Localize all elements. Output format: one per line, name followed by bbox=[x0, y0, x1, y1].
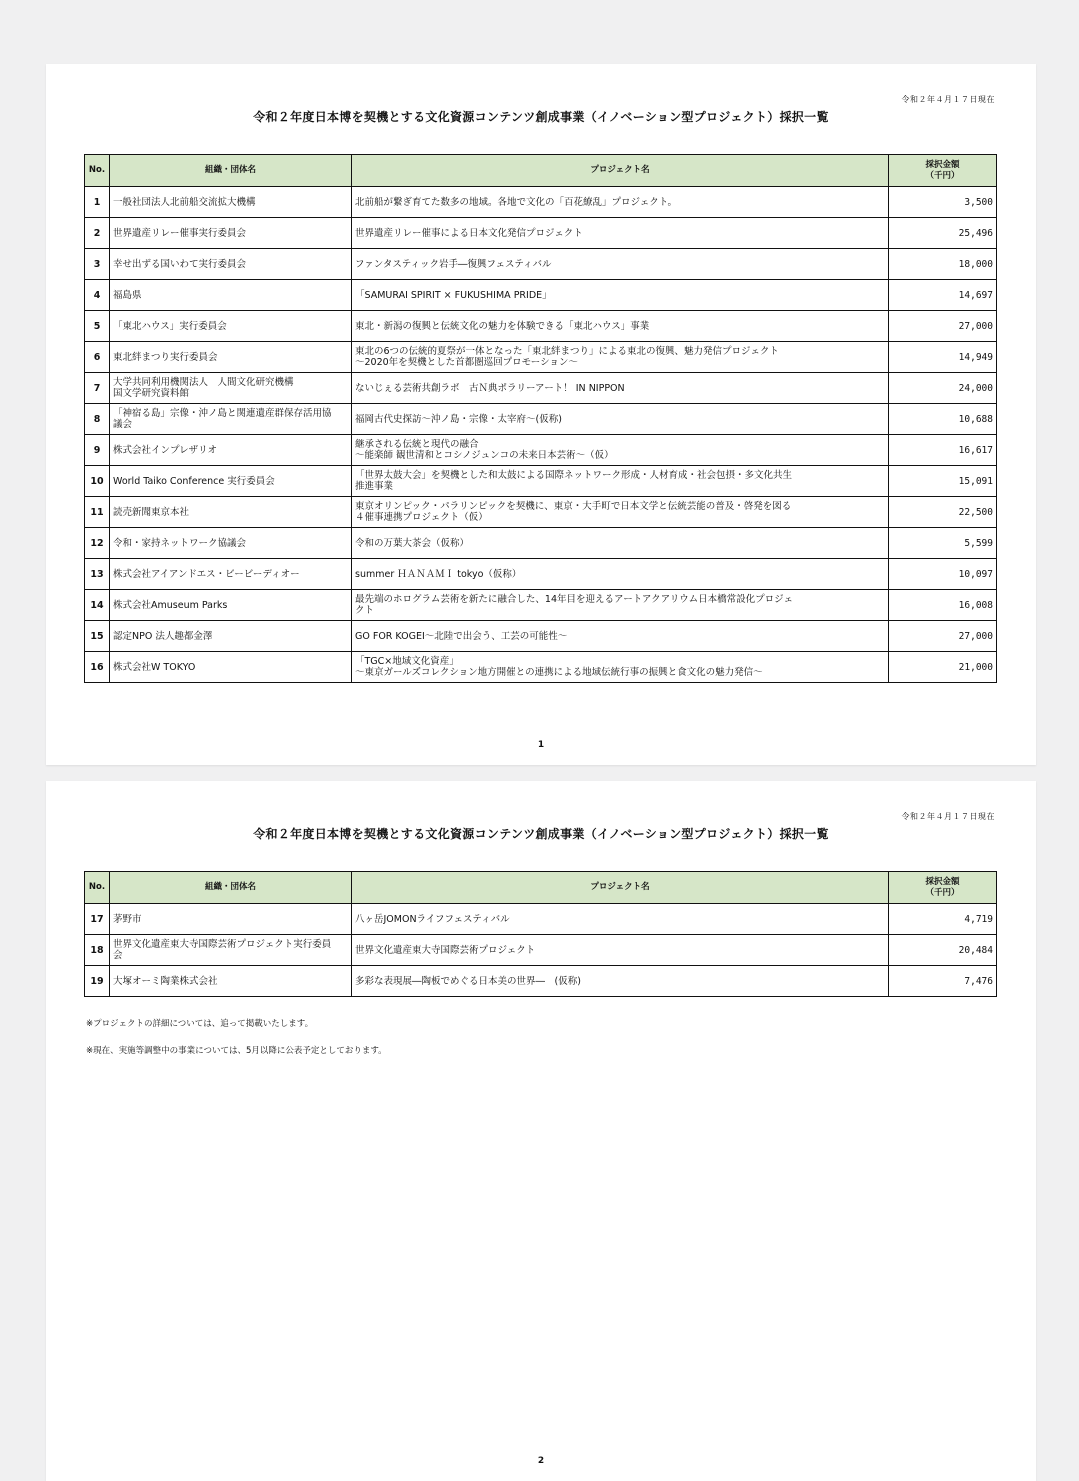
row-no: 4 bbox=[85, 280, 110, 311]
row-project: ないじぇる芸術共創ラボ 古Ｎ典ポラリーアート！ IN NIPPON bbox=[352, 373, 889, 404]
page-number: 2 bbox=[537, 1456, 545, 1466]
row-amount: 21,000 bbox=[889, 652, 997, 683]
row-project-line: クト bbox=[355, 605, 375, 616]
row-project bbox=[352, 497, 889, 528]
row-organization: 福島県 bbox=[110, 280, 352, 311]
row-amount: 14,697 bbox=[889, 280, 997, 311]
table-header-row bbox=[85, 872, 997, 904]
header-no: No. bbox=[85, 155, 110, 187]
row-project-line: 「TGC×地域文化資産」 bbox=[355, 656, 459, 667]
header-organization: 組織・団体名 bbox=[110, 155, 352, 187]
header-amount bbox=[889, 872, 997, 904]
table-row bbox=[85, 249, 997, 280]
table-row bbox=[85, 342, 997, 373]
row-organization-line: 世界文化遺産東大寺国際芸術プロジェクト実行委員 bbox=[113, 939, 332, 950]
row-organization: 令和・家持ネットワーク協議会 bbox=[110, 528, 352, 559]
document-page-1 bbox=[46, 64, 1036, 765]
row-project: 東北・新潟の復興と伝統文化の魅力を体験できる「東北ハウス」事業 bbox=[352, 311, 889, 342]
table-row bbox=[85, 559, 997, 590]
row-organization bbox=[110, 404, 352, 435]
row-no: 6 bbox=[85, 342, 110, 373]
row-amount: 24,000 bbox=[889, 373, 997, 404]
table-row bbox=[85, 528, 997, 559]
row-project-line: ４催事連携プロジェクト（仮） bbox=[355, 512, 488, 523]
row-organization: 株式会社W TOKYO bbox=[110, 652, 352, 683]
row-organization: 株式会社アイアンドエス・ビービーディオー bbox=[110, 559, 352, 590]
row-no: 17 bbox=[85, 904, 110, 935]
footnote: ※現在、実施等調整中の事業については、5月以降に公表予定としております。 bbox=[86, 1046, 387, 1056]
row-amount: 14,949 bbox=[889, 342, 997, 373]
table-row bbox=[85, 373, 997, 404]
row-amount: 18,000 bbox=[889, 249, 997, 280]
row-no: 15 bbox=[85, 621, 110, 652]
row-organization: World Taiko Conference 実行委員会 bbox=[110, 466, 352, 497]
header-amount-label: 採択金額 bbox=[925, 876, 960, 887]
header-amount-label: 採択金額 bbox=[925, 159, 960, 170]
row-project-line: ～東京ガールズコレクション地方開催との連携による地域伝統行事の振興と食文化の魅力発信～ bbox=[355, 667, 763, 678]
row-no: 3 bbox=[85, 249, 110, 280]
row-project: 八ヶ岳JOMONライフフェスティバル bbox=[352, 904, 889, 935]
footnotes bbox=[86, 1011, 387, 1065]
row-project bbox=[352, 652, 889, 683]
table-row bbox=[85, 590, 997, 621]
row-no: 12 bbox=[85, 528, 110, 559]
selection-table bbox=[84, 871, 997, 997]
row-no: 8 bbox=[85, 404, 110, 435]
row-amount: 16,617 bbox=[889, 435, 997, 466]
table-row bbox=[85, 435, 997, 466]
row-project: 多彩な表現展―陶板でめぐる日本美の世界― (仮称) bbox=[352, 966, 889, 997]
page-number: 1 bbox=[537, 740, 545, 750]
row-project-line: ～能楽師 観世清和とコシノジュンコの未来日本芸術～（仮） bbox=[355, 450, 614, 461]
table-row bbox=[85, 621, 997, 652]
header-amount-unit: （千円） bbox=[925, 887, 960, 898]
row-no: 1 bbox=[85, 187, 110, 218]
row-no: 7 bbox=[85, 373, 110, 404]
row-organization-line: 会 bbox=[113, 950, 123, 961]
row-no: 5 bbox=[85, 311, 110, 342]
row-project: 「SAMURAI SPIRIT × FUKUSHIMA PRIDE」 bbox=[352, 280, 889, 311]
row-project-line: 推進事業 bbox=[355, 481, 394, 492]
row-amount: 4,719 bbox=[889, 904, 997, 935]
table-row bbox=[85, 311, 997, 342]
document-page-2 bbox=[46, 781, 1036, 1481]
row-project: 北前船が繋ぎ育てた数多の地域。各地で文化の「百花繚乱」プロジェクト。 bbox=[352, 187, 889, 218]
row-organization-line: 議会 bbox=[113, 419, 133, 430]
selection-table bbox=[84, 154, 997, 683]
row-amount: 15,091 bbox=[889, 466, 997, 497]
table-row bbox=[85, 652, 997, 683]
table-row bbox=[85, 218, 997, 249]
row-project-line: 東京オリンピック・パラリンピックを契機に、東京・大手町で日本文学と伝統芸能の普及・啓発を図る bbox=[355, 501, 792, 512]
row-project: ファンタスティック岩手―復興フェスティバル bbox=[352, 249, 889, 280]
row-amount: 20,484 bbox=[889, 935, 997, 966]
row-organization: 大塚オーミ陶業株式会社 bbox=[110, 966, 352, 997]
row-no: 16 bbox=[85, 652, 110, 683]
row-project-line: 最先端のホログラム芸術を新たに融合した、14年目を迎えるアートアクアリウム日本橋常設化プロジェ bbox=[355, 594, 793, 605]
header-amount-unit: （千円） bbox=[925, 170, 960, 181]
row-no: 11 bbox=[85, 497, 110, 528]
row-organization-line: 国文学研究資料館 bbox=[113, 388, 190, 399]
row-amount: 22,500 bbox=[889, 497, 997, 528]
row-organization: 世界遺産リレー催事実行委員会 bbox=[110, 218, 352, 249]
as-of-date: 令和２年４月１７日現在 bbox=[901, 95, 995, 104]
row-organization-line: 「神宿る島」宗像・沖ノ島と関連遺産群保存活用協 bbox=[113, 408, 332, 419]
document-title: 令和２年度日本博を契機とする文化資源コンテンツ創成事業（イノベーション型プロジェクト）採択一覧 bbox=[253, 827, 829, 841]
row-organization: 認定NPO 法人趣都金澤 bbox=[110, 621, 352, 652]
row-project-line: ～2020年を契機とした首都圏巡回プロモーション～ bbox=[355, 357, 578, 368]
row-organization bbox=[110, 935, 352, 966]
row-organization: 株式会社Amuseum Parks bbox=[110, 590, 352, 621]
header-no: No. bbox=[85, 872, 110, 904]
header-organization: 組織・団体名 bbox=[110, 872, 352, 904]
row-amount: 7,476 bbox=[889, 966, 997, 997]
row-no: 13 bbox=[85, 559, 110, 590]
table-row bbox=[85, 966, 997, 997]
row-organization-line: 大学共同利用機関法人 人間文化研究機構 bbox=[113, 377, 294, 388]
row-amount: 3,500 bbox=[889, 187, 997, 218]
row-project-line: 東北の6つの伝統的夏祭が一体となった「東北絆まつり」による東北の復興、魅力発信プロジェクト bbox=[355, 346, 779, 357]
header-project: プロジェクト名 bbox=[352, 155, 889, 187]
row-project: 福岡古代史探訪～沖ノ島・宗像・太宰府～(仮称) bbox=[352, 404, 889, 435]
table-row bbox=[85, 187, 997, 218]
row-project: 世界遺産リレー催事による日本文化発信プロジェクト bbox=[352, 218, 889, 249]
row-amount: 10,688 bbox=[889, 404, 997, 435]
row-no: 14 bbox=[85, 590, 110, 621]
table-row bbox=[85, 280, 997, 311]
row-no: 18 bbox=[85, 935, 110, 966]
as-of-date: 令和２年４月１７日現在 bbox=[901, 812, 995, 821]
row-amount: 10,097 bbox=[889, 559, 997, 590]
document-title: 令和２年度日本博を契機とする文化資源コンテンツ創成事業（イノベーション型プロジェクト）採択一覧 bbox=[253, 110, 829, 124]
table-row bbox=[85, 466, 997, 497]
table-header-row bbox=[85, 155, 997, 187]
row-organization: 東北絆まつり実行委員会 bbox=[110, 342, 352, 373]
row-amount: 5,599 bbox=[889, 528, 997, 559]
row-no: 2 bbox=[85, 218, 110, 249]
row-project: 世界文化遺産東大寺国際芸術プロジェクト bbox=[352, 935, 889, 966]
row-no: 9 bbox=[85, 435, 110, 466]
row-no: 10 bbox=[85, 466, 110, 497]
row-project-line: 「世界太鼓大会」を契機とした和太鼓による国際ネットワーク形成・人材育成・社会包摂・多文化共生 bbox=[355, 470, 793, 481]
row-amount: 25,496 bbox=[889, 218, 997, 249]
row-project bbox=[352, 590, 889, 621]
row-project: summer ＨＡＮＡＭＩ tokyo（仮称） bbox=[352, 559, 889, 590]
row-organization: 読売新聞東京本社 bbox=[110, 497, 352, 528]
row-project bbox=[352, 466, 889, 497]
row-organization: 株式会社インプレザリオ bbox=[110, 435, 352, 466]
row-project bbox=[352, 435, 889, 466]
table-row bbox=[85, 497, 997, 528]
row-organization: 茅野市 bbox=[110, 904, 352, 935]
row-amount: 16,008 bbox=[889, 590, 997, 621]
table-row bbox=[85, 904, 997, 935]
table-row bbox=[85, 404, 997, 435]
row-no: 19 bbox=[85, 966, 110, 997]
row-project: 令和の万葉大茶会（仮称） bbox=[352, 528, 889, 559]
row-project bbox=[352, 342, 889, 373]
row-project-line: 継承される伝統と現代の融合 bbox=[355, 439, 479, 450]
row-amount: 27,000 bbox=[889, 311, 997, 342]
row-organization: 「東北ハウス」実行委員会 bbox=[110, 311, 352, 342]
row-organization: 一般社団法人北前船交流拡大機構 bbox=[110, 187, 352, 218]
row-organization: 幸せ出ずる国いわて実行委員会 bbox=[110, 249, 352, 280]
header-amount bbox=[889, 155, 997, 187]
row-project: GO FOR KOGEI～北陸で出会う、工芸の可能性～ bbox=[352, 621, 889, 652]
row-organization bbox=[110, 373, 352, 404]
row-amount: 27,000 bbox=[889, 621, 997, 652]
table-row bbox=[85, 935, 997, 966]
header-project: プロジェクト名 bbox=[352, 872, 889, 904]
footnote: ※プロジェクトの詳細については、追って掲載いたします。 bbox=[86, 1019, 314, 1029]
